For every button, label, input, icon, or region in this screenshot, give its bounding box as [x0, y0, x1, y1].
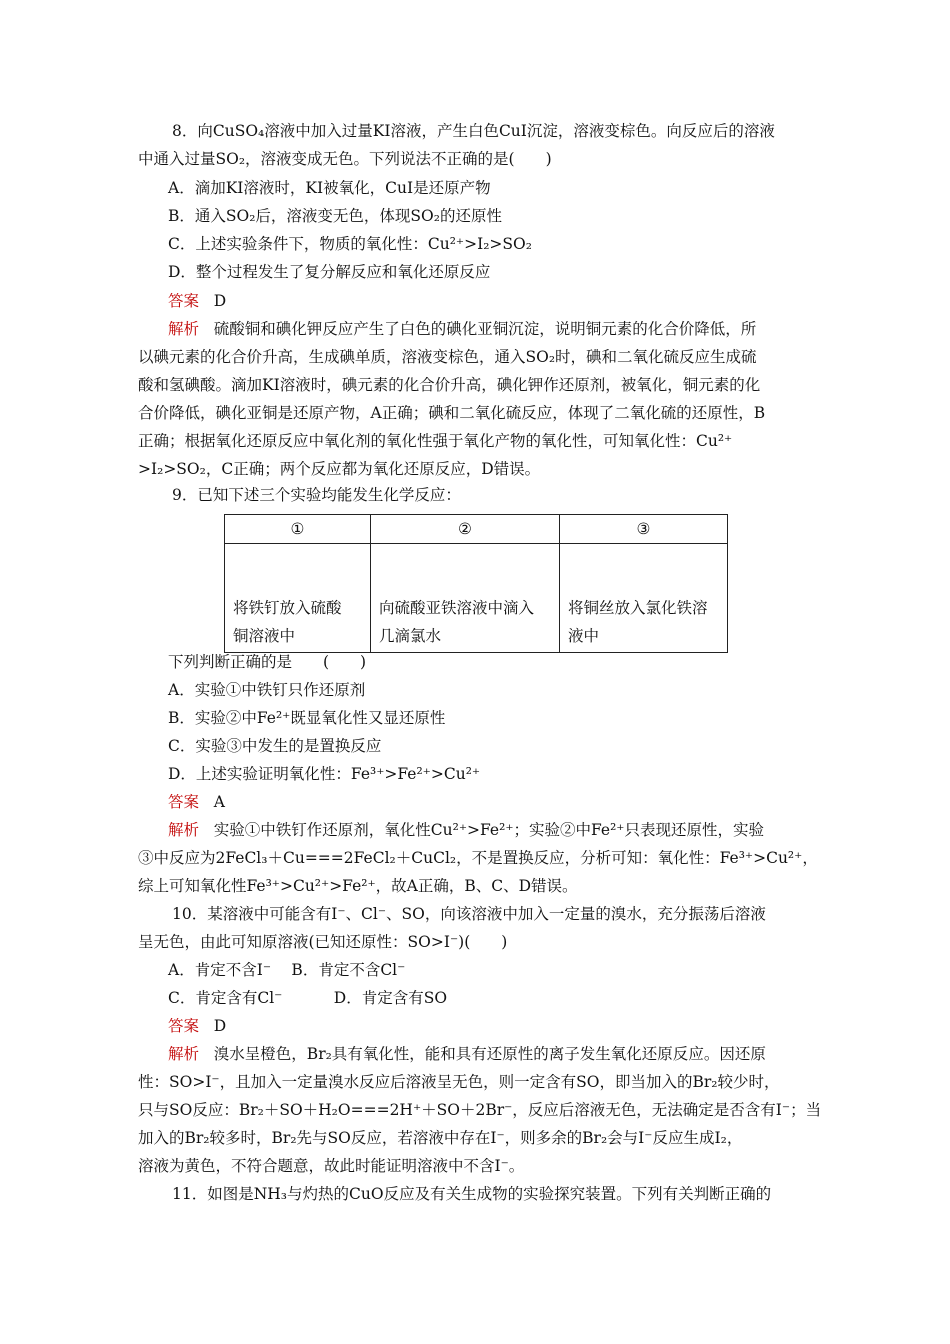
cell-text: 将铜丝放入氯化铁溶液中: [568, 599, 708, 645]
q8-option-d: D．整个过程发生了复分解反应和氧化还原反应: [168, 263, 491, 281]
analysis-text: 溴水呈橙色，Br₂具有氧化性，能和具有还原性的离子发生氧化还原反应。因还原: [213, 1045, 766, 1063]
analysis-label: 解析: [168, 1045, 200, 1063]
q9-answer: [168, 792, 225, 812]
q10-analysis-line1: [168, 1044, 766, 1064]
table-cell-2: [371, 544, 560, 653]
q10-stem-line1: 10．某溶液中可能含有I⁻、Cl⁻、SO，向该溶液中加入一定量的溴水，充分振荡后溶液: [172, 905, 766, 923]
q8-stem-line1: 8．向CuSO₄溶液中加入过量KI溶液，产生白色CuI沉淀，溶液变棕色。向反应后的溶液: [172, 122, 775, 140]
answer-label: 答案: [168, 1017, 200, 1035]
q9-analysis-line2: ③中反应为2FeCl₃＋Cu===2FeCl₂＋CuCl₂，不是置换反应，分析可知：氧化性：Fe³⁺>Cu²⁺，: [138, 849, 818, 867]
q8-option-a: A．滴加KI溶液时，KI被氧化，CuI是还原产物: [168, 179, 491, 197]
q8-analysis-line2: 以碘元素的化合价升高，生成碘单质，溶液变棕色，通入SO₂时，碘和二氧化硫反应生成硫: [138, 348, 757, 366]
analysis-label: 解析: [168, 821, 200, 839]
q10-options-ab: A．肯定不含I⁻ B．肯定不含Cl⁻: [168, 961, 406, 979]
q9-option-d: D．上述实验证明氧化性：Fe³⁺>Fe²⁺>Cu²⁺: [168, 765, 481, 783]
q9-analysis-line1: [168, 820, 764, 840]
q8-analysis-line6: >I₂>SO₂，C正确；两个反应都为氧化还原反应，D错误。: [138, 460, 541, 478]
q10-analysis-line5: 溶液为黄色，不符合题意，故此时能证明溶液中不含I⁻。: [138, 1157, 525, 1175]
q8-analysis-line5: 正确；根据氧化还原反应中氧化剂的氧化性强于氧化产物的氧化性，可知氧化性：Cu²⁺: [138, 432, 733, 450]
q9-stem: 9．已知下述三个实验均能发生化学反应：: [172, 486, 461, 504]
table-header-3: ③: [560, 515, 728, 544]
table-row: [225, 544, 728, 653]
answer-value: D: [213, 1017, 227, 1035]
q8-analysis-line4: 合价降低，碘化亚铜是还原产物，A正确；碘和二氧化硫反应，体现了二氧化硫的还原性，B: [138, 404, 766, 422]
q10-analysis-line3: 只与SO反应：Br₂＋SO＋H₂O===2H⁺＋SO＋2Br⁻，反应后溶液无色，无法确定是否含有I⁻；当: [138, 1101, 822, 1119]
table-cell-3: [560, 544, 728, 653]
q8-stem-line2: 中通入过量SO₂，溶液变成无色。下列说法不正确的是( ): [138, 150, 552, 168]
q9-analysis-line3: 综上可知氧化性Fe³⁺>Cu²⁺>Fe²⁺，故A正确，B、C、D错误。: [138, 877, 578, 895]
answer-value: A: [213, 793, 225, 811]
q9-option-b: B．实验②中Fe²⁺既显氧化性又显还原性: [168, 709, 446, 727]
experiment-table: [224, 514, 728, 653]
analysis-label: 解析: [168, 320, 200, 338]
q11-stem-line1: 11．如图是NH₃与灼热的CuO反应及有关生成物的实验探究装置。下列有关判断正确的: [172, 1185, 772, 1203]
q8-answer: [168, 291, 226, 311]
answer-label: 答案: [168, 793, 200, 811]
table-cell-1: [225, 544, 371, 653]
q10-analysis-line2: 性：SO>I⁻，且加入一定量溴水反应后溶液呈无色，则一定含有SO，即当加入的Br₂较少时，: [138, 1073, 780, 1091]
q8-analysis-line1: [168, 319, 756, 339]
table-header-1: ①: [225, 515, 371, 544]
q10-stem-line2: 呈无色，由此可知原溶液(已知还原性：SO>I⁻)( ): [138, 933, 508, 951]
q10-analysis-line4: 加入的Br₂较多时，Br₂先与SO反应，若溶液中存在I⁻，则多余的Br₂会与I⁻反应生成I₂，: [138, 1129, 743, 1147]
q10-options-cd: C．肯定含有Cl⁻ D．肯定含有SO: [168, 989, 448, 1007]
cell-text: 将铁钉放入硫酸铜溶液中: [233, 599, 342, 645]
q10-answer: [168, 1016, 226, 1036]
q9-prompt: 下列判断正确的是 ( ): [168, 653, 367, 671]
table-header-2: ②: [371, 515, 560, 544]
answer-label: 答案: [168, 292, 200, 310]
q9-option-a: A．实验①中铁钉只作还原剂: [168, 681, 366, 699]
analysis-text: 硫酸铜和碘化钾反应产生了白色的碘化亚铜沉淀，说明铜元素的化合价降低，所: [213, 320, 757, 338]
answer-value: D: [213, 292, 227, 310]
q8-option-c: C．上述实验条件下，物质的氧化性：Cu²⁺>I₂>SO₂: [168, 235, 532, 253]
q8-option-b: B．通入SO₂后，溶液变无色，体现SO₂的还原性: [168, 207, 502, 225]
analysis-text: 实验①中铁钉作还原剂，氧化性Cu²⁺>Fe²⁺；实验②中Fe²⁺只表现还原性，实验: [213, 821, 764, 839]
table-header-row: [225, 515, 728, 544]
q9-option-c: C．实验③中发生的是置换反应: [168, 737, 382, 755]
q8-analysis-line3: 酸和氢碘酸。滴加KI溶液时，碘元素的化合价升高，碘化钾作还原剂，被氧化，铜元素的化: [138, 376, 761, 394]
cell-text: 向硫酸亚铁溶液中滴入几滴氯水: [379, 599, 535, 645]
